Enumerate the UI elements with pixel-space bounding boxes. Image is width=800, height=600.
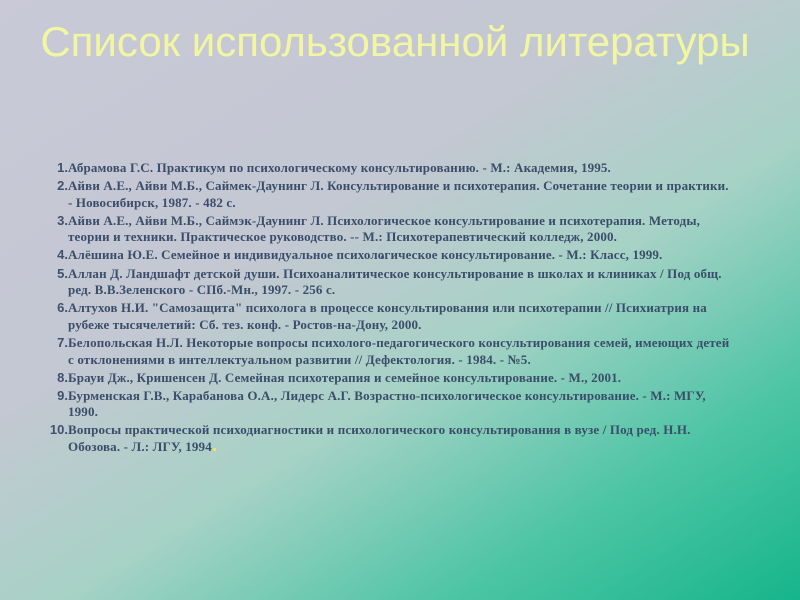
reference-number: 5. xyxy=(57,265,68,281)
reference-text: Алтухов Н.И. "Самозащита" психолога в процессе консультирования или психотерапии // Психиатрия на рубеже тысячелетий: Сб. тез. конф. - Ростов-на-Дону, 2000. xyxy=(68,300,707,332)
reference-item xyxy=(46,213,736,246)
reference-text: Брауи Дж., Кришенсен Д. Семейная психотерапия и семейное консультирование. - М., 2001. xyxy=(68,369,622,385)
reference-item xyxy=(46,300,736,333)
reference-number: 10. xyxy=(49,422,68,438)
reference-text: Белопольская Н.Л. Некоторые вопросы психолого-педагогического консультирования семей, имеющих детей с отклонениями в интеллектуальном развитии // Дефектология. - 1984. - №5. xyxy=(68,334,730,367)
reference-list xyxy=(46,160,736,457)
end-dot-mark xyxy=(213,448,216,451)
reference-number: 7. xyxy=(57,334,68,350)
reference-number: 2. xyxy=(57,178,68,194)
reference-number: 1. xyxy=(57,160,68,175)
reference-item xyxy=(46,370,736,387)
reference-text: Вопросы практической психодиагностики и психологического консультирования в вузе / Под ред. Н.Н. Обозова. - Л.: ЛГУ, 1994 xyxy=(68,422,691,454)
reference-item xyxy=(46,266,736,299)
reference-item xyxy=(46,335,736,368)
reference-text: Айви А.Е., Айви М.Б., Саймэк-Даунинг Л. Психологическое консультирование и психотерапия. Методы, теории и техники. Практическое руководство. -- М.: Психотерапевтический колледж, 2000. xyxy=(68,212,701,245)
reference-number: 3. xyxy=(57,212,68,228)
reference-number: 9. xyxy=(57,387,68,403)
reference-text: Алёшина Ю.Е. Семейное и индивидуальное психологическое консультирование. - М.: Класс, 1999. xyxy=(68,247,663,263)
reference-item xyxy=(46,160,736,177)
reference-number: 6. xyxy=(57,300,68,316)
slide-title: Список использованной литературы xyxy=(40,18,750,65)
reference-text: Аллан Д. Ландшафт детской души. Психоаналитическое консультирование в школах и клиниках / Под общ. ред. В.В.Зеленского - СПб.-Мн., 1997. - 256 с. xyxy=(68,265,722,298)
reference-item xyxy=(46,422,736,455)
reference-text: Айви А.Е., Айви М.Б., Саймек-Даунинг Л. Консультирование и психотерапия. Сочетание теории и практики. - Новосибирск, 1987. - 482 с. xyxy=(68,178,729,210)
reference-text: Абрамова Г.С. Практикум по психологическому консультированию. - М.: Академия, 1995. xyxy=(68,160,611,175)
reference-item xyxy=(46,178,736,211)
reference-text: Бурменская Г.В., Карабанова О.А., Лидерс А.Г. Возрастно-психологическое консультирование. - М.: МГУ, 1990. xyxy=(68,387,706,420)
reference-number: 4. xyxy=(57,247,68,263)
reference-item xyxy=(46,388,736,421)
reference-number: 8. xyxy=(57,369,68,385)
reference-item xyxy=(46,247,736,264)
